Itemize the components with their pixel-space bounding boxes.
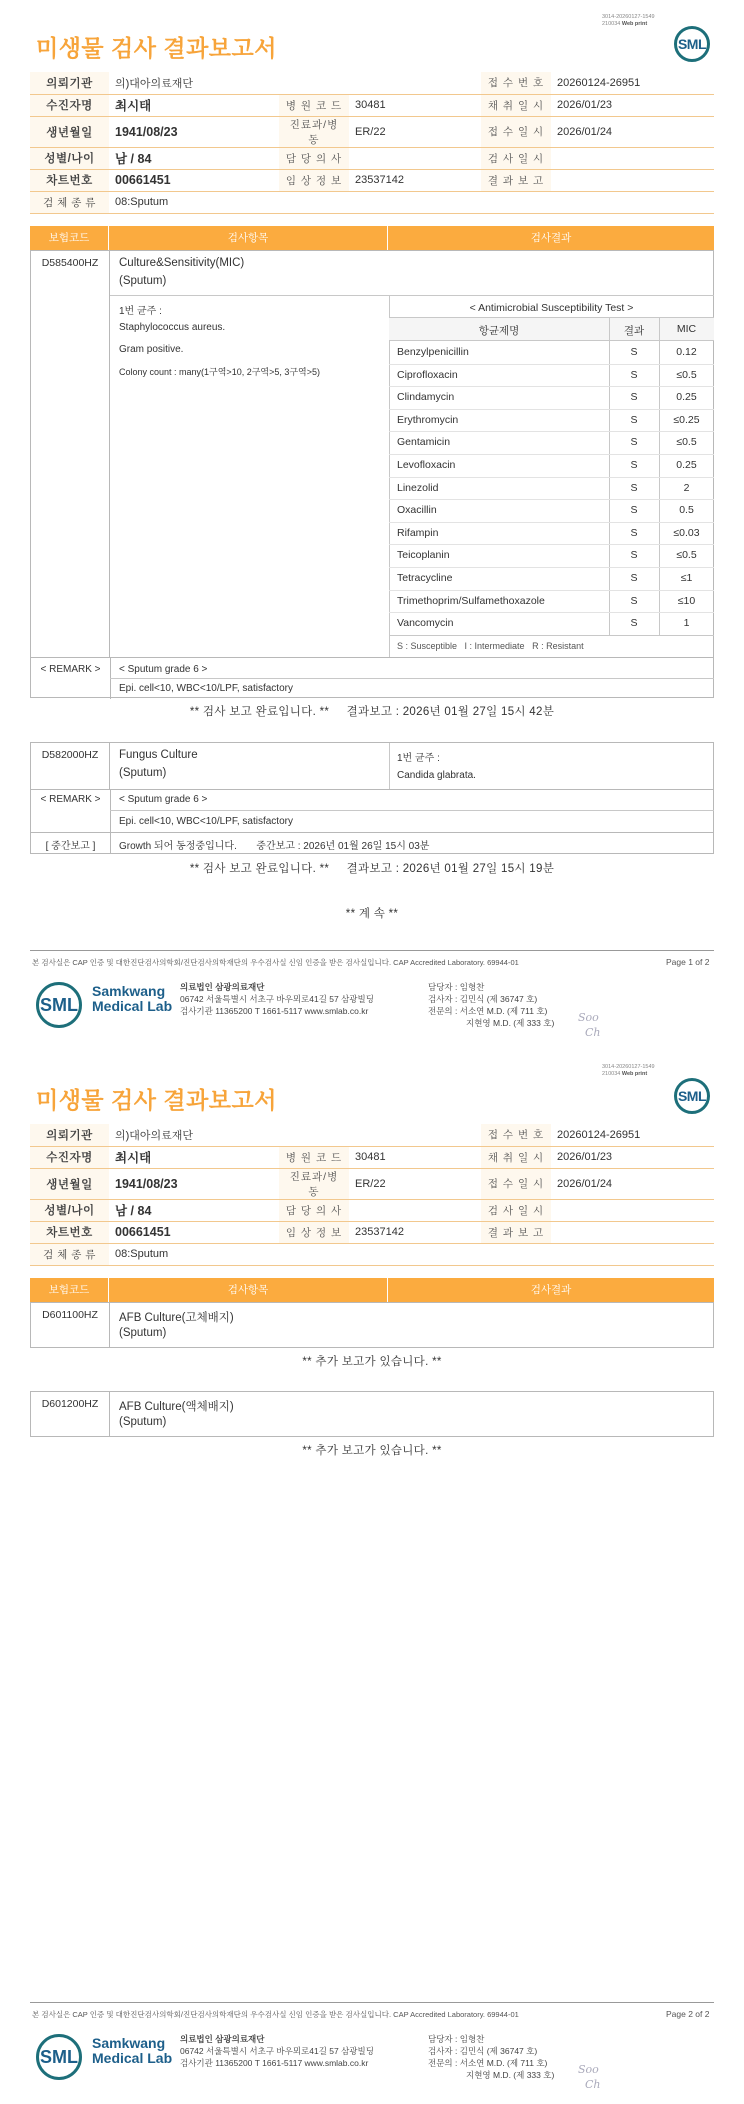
ast-result: S xyxy=(630,572,638,584)
staff-list: 담당자 : 임형찬 검사자 : 김민식 (제 36747 호) 전문의 : 서소연 M.D. (제 711 호) 지현영 M.D. (제 333 호) xyxy=(428,982,555,1028)
remark-label: < REMARK > xyxy=(40,794,101,805)
accreditation-notice: 본 검사실은 CAP 인증 및 대한진단검사의학회/진단검사의학재단의 우수검사실 신임 인증을 받은 검사실입니다. CAP Accredited Laboratory. 69944-01 xyxy=(32,2010,519,2019)
signature: Ch xyxy=(585,1026,601,1039)
test-code: D585400HZ xyxy=(31,251,110,657)
info-label: 진료과/병동 xyxy=(279,116,349,147)
test-code: D582000HZ xyxy=(31,743,110,789)
info-value xyxy=(551,169,714,191)
antibiotic-name: Gentamicin xyxy=(397,436,451,449)
ast-row xyxy=(389,454,714,476)
info-label: 수진자명 xyxy=(30,1146,109,1168)
info-value: 남 / 84 xyxy=(109,147,279,169)
info-value: ER/22 xyxy=(349,116,481,147)
ast-row xyxy=(389,522,714,544)
info-value: 00661451 xyxy=(109,1221,279,1243)
report-complete: ** 검사 보고 완료입니다. ** 결과보고 : 2026년 01월 27일 15시 42분 xyxy=(189,706,555,718)
staff-list: 담당자 : 임형찬 검사자 : 김민식 (제 36747 호) 전문의 : 서소연 M.D. (제 711 호) 지현영 M.D. (제 333 호) xyxy=(428,2034,555,2080)
test-name: AFB Culture(액체배지) xyxy=(119,1401,234,1413)
info-value: 30481 xyxy=(349,1146,481,1168)
info-label: 수진자명 xyxy=(30,94,109,116)
info-label: 담 당 의 사 xyxy=(279,1199,349,1221)
info-label: 접 수 일 시 xyxy=(481,1168,551,1199)
info-value xyxy=(551,1221,714,1243)
info-value xyxy=(349,1199,481,1221)
antibiotic-name: Linezolid xyxy=(397,481,439,494)
info-value: 1941/08/23 xyxy=(109,116,279,147)
test-specimen: (Sputum) xyxy=(119,1416,167,1428)
ast-row xyxy=(389,409,714,431)
organism-name: Candida glabrata. xyxy=(397,770,476,781)
mic-value: ≤1 xyxy=(680,572,693,584)
info-label: 검 체 종 류 xyxy=(30,191,109,213)
info-value: 최시태 xyxy=(109,94,279,116)
info-label: 결 과 보 고 xyxy=(481,1221,551,1243)
test-specimen: (Sputum) xyxy=(119,275,167,287)
info-label: 접 수 일 시 xyxy=(481,116,551,147)
info-label: 병 원 코 드 xyxy=(279,1146,349,1168)
remark-label: < REMARK > xyxy=(40,664,101,675)
antibiotic-name: Teicoplanin xyxy=(397,549,450,562)
organism-label: 1번 균주 : xyxy=(397,753,440,764)
info-label: 성별/나이 xyxy=(30,147,109,169)
test-code: D601100HZ xyxy=(31,1303,110,1347)
remark-grade: < Sputum grade 6 > xyxy=(119,794,208,805)
info-value: ER/22 xyxy=(349,1168,481,1199)
report-complete: ** 검사 보고 완료입니다. ** 결과보고 : 2026년 01월 27일 15시 19분 xyxy=(189,863,555,875)
ast-result: S xyxy=(630,594,638,607)
test-specimen: (Sputum) xyxy=(119,767,167,779)
info-label: 접 수 번 호 xyxy=(481,1124,551,1146)
results-header: 보험코드 검사항목 검사결과 xyxy=(30,1278,714,1302)
patient-info-table xyxy=(30,1124,714,1266)
info-value: 2026/01/23 xyxy=(551,1146,714,1168)
info-value: 08:Sputum xyxy=(109,1243,714,1265)
info-label: 생년월일 xyxy=(30,1168,109,1199)
info-label: 채 취 일 시 xyxy=(481,1146,551,1168)
antibiotic-name: Clindamycin xyxy=(397,391,455,404)
test-code: D601200HZ xyxy=(31,1392,110,1436)
info-label: 임 상 정 보 xyxy=(279,169,349,191)
test-block-afb-liquid xyxy=(30,1391,714,1437)
info-label: 차트번호 xyxy=(30,169,109,191)
info-label: 접 수 번 호 xyxy=(481,72,551,94)
mic-value: 0.25 xyxy=(676,391,697,404)
info-value: 20260124-26951 xyxy=(551,72,714,94)
test-block-culture xyxy=(30,250,714,698)
colony-count: Colony count : many(1구역>10, 2구역>5, 3구역>5) xyxy=(119,367,321,377)
info-label: 담 당 의 사 xyxy=(279,147,349,169)
remark-detail: Epi. cell<10, WBC<10/LPF, satisfactory xyxy=(119,683,293,694)
antibiotic-name: Vancomycin xyxy=(397,617,454,630)
ast-result: S xyxy=(630,368,638,381)
info-value: 1941/08/23 xyxy=(109,1168,279,1199)
sml-logo: SML xyxy=(674,1078,710,1114)
test-name: AFB Culture(고체배지) xyxy=(119,1312,234,1324)
ast-row xyxy=(389,612,714,634)
test-specimen: (Sputum) xyxy=(119,1327,167,1339)
org-info: 의료법인 삼광의료재단 06742 서울특별시 서초구 바우뫼로41길 57 삼광빌딩 검사기관 11365200 T 1661-5117 www.smlab.co.kr xyxy=(180,2034,374,2068)
ast-result: S xyxy=(630,459,638,471)
ast-row xyxy=(389,477,714,499)
report-title: 미생물 검사 결과보고서 xyxy=(36,1087,277,1113)
antibiotic-name: Tetracycline xyxy=(397,572,453,584)
results-header: 보험코드 검사항목 검사결과 xyxy=(30,226,714,250)
info-value xyxy=(551,1199,714,1221)
info-value: 00661451 xyxy=(109,169,279,191)
sml-footer-logo: SML xyxy=(36,982,82,1028)
ast-title: < Antimicrobial Susceptibility Test > xyxy=(469,302,634,314)
susceptibility-legend: S : Susceptible I : Intermediate R : Resistant xyxy=(397,641,584,651)
mic-value: 0.25 xyxy=(676,459,697,471)
antibiotic-name: Erythromycin xyxy=(397,413,459,426)
antibiotic-name: Oxacillin xyxy=(397,504,437,517)
gram-stain: Gram positive. xyxy=(119,344,184,355)
info-value xyxy=(551,147,714,169)
info-value xyxy=(349,147,481,169)
patient-info-table xyxy=(30,72,714,214)
remark-grade: < Sputum grade 6 > xyxy=(119,664,208,675)
antibiotic-name: Ciprofloxacin xyxy=(397,368,458,381)
ast-result: S xyxy=(630,413,638,426)
ast-row xyxy=(389,386,714,408)
mic-value: ≤0.5 xyxy=(676,549,697,562)
info-label: 의뢰기관 xyxy=(30,72,109,94)
info-value: 최시태 xyxy=(109,1146,279,1168)
mic-value: ≤10 xyxy=(677,594,696,607)
mic-value: 1 xyxy=(683,617,690,630)
ast-row xyxy=(389,499,714,521)
info-label: 병 원 코 드 xyxy=(279,94,349,116)
report-page-2 xyxy=(0,1052,744,2104)
organism-label: 1번 균주 : xyxy=(119,306,162,317)
continued-note: ** 계 속 ** xyxy=(345,908,399,920)
report-title: 미생물 검사 결과보고서 xyxy=(36,35,277,61)
info-label: 차트번호 xyxy=(30,1221,109,1243)
ast-result: S xyxy=(630,391,638,404)
info-value: 30481 xyxy=(349,94,481,116)
org-info: 의료법인 삼광의료재단 06742 서울특별시 서초구 바우뫼로41길 57 삼광빌딩 검사기관 11365200 T 1661-5117 www.smlab.co.kr xyxy=(180,982,374,1016)
info-value: 2026/01/24 xyxy=(551,1168,714,1199)
antibiotic-name: Rifampin xyxy=(397,526,439,539)
info-label: 의뢰기관 xyxy=(30,1124,109,1146)
info-value: 23537142 xyxy=(349,1221,481,1243)
info-value: 20260124-26951 xyxy=(551,1124,714,1146)
sml-logo: SML xyxy=(674,26,710,62)
mic-value: 2 xyxy=(683,481,690,494)
info-label: 검 체 종 류 xyxy=(30,1243,109,1265)
ast-row xyxy=(389,567,714,589)
info-label: 결 과 보 고 xyxy=(481,169,551,191)
info-value: 의)대아의료재단 xyxy=(109,72,481,94)
info-value: 23537142 xyxy=(349,169,481,191)
ast-row xyxy=(389,364,714,386)
mic-value: 0.12 xyxy=(676,346,697,358)
ast-row xyxy=(389,431,714,453)
info-value: 의)대아의료재단 xyxy=(109,1124,481,1146)
interim-label: [ 중간보고 ] xyxy=(45,841,96,852)
accreditation-notice: 본 검사실은 CAP 인증 및 대한진단검사의학회/진단검사의학재단의 우수검사실 신임 인증을 받은 검사실입니다. CAP Accredited Laboratory. 69944-01 xyxy=(32,958,519,967)
info-value: 2026/01/24 xyxy=(551,116,714,147)
sml-footer-logo: SML xyxy=(36,2034,82,2080)
interim-report: Growth 되어 동정중입니다. 중간보고 : 2026년 01월 26일 15시 03분 xyxy=(119,841,430,852)
info-label: 채 취 일 시 xyxy=(481,94,551,116)
info-value: 2026/01/23 xyxy=(551,94,714,116)
print-meta: 3014-20260127-1549 210034 Web print xyxy=(602,1064,655,1077)
signature: Soo xyxy=(578,1011,599,1024)
mic-value: ≤0.5 xyxy=(676,436,697,449)
additional-report-note: ** 추가 보고가 있습니다. ** xyxy=(302,1356,442,1368)
additional-report-note: ** 추가 보고가 있습니다. ** xyxy=(302,1445,442,1457)
mic-value: ≤0.03 xyxy=(673,526,700,539)
info-value: 08:Sputum xyxy=(109,191,714,213)
remark-detail: Epi. cell<10, WBC<10/LPF, satisfactory xyxy=(119,816,293,827)
info-label: 생년월일 xyxy=(30,116,109,147)
ast-result: S xyxy=(630,346,638,358)
ast-result: S xyxy=(630,549,638,562)
ast-row xyxy=(389,544,714,566)
test-block-fungus xyxy=(30,742,714,854)
info-value: 남 / 84 xyxy=(109,1199,279,1221)
info-label: 검 사 일 시 xyxy=(481,147,551,169)
page-number: Page 2 of 2 xyxy=(666,2009,710,2019)
ast-result: S xyxy=(630,526,638,539)
signature: Soo xyxy=(578,2063,599,2076)
ast-result: S xyxy=(630,436,638,449)
info-label: 성별/나이 xyxy=(30,1199,109,1221)
brand-name: Samkwang Medical Lab xyxy=(92,983,173,1014)
ast-header-row: 항균제명 결과 MIC xyxy=(389,318,714,340)
info-label: 진료과/병동 xyxy=(279,1168,349,1199)
ast-result: S xyxy=(630,617,638,630)
ast-result: S xyxy=(630,481,638,494)
antibiotic-name: Benzylpenicillin xyxy=(397,346,469,358)
organism-name: Staphylococcus aureus. xyxy=(119,322,226,333)
mic-value: ≤0.25 xyxy=(673,413,700,426)
antibiotic-name: Levofloxacin xyxy=(397,459,456,471)
print-meta: 3014-20260127-1549 210034 Web print xyxy=(602,14,655,27)
test-name: Culture&Sensitivity(MIC) xyxy=(119,257,245,269)
ast-result: S xyxy=(630,504,638,517)
info-label: 임 상 정 보 xyxy=(279,1221,349,1243)
mic-value: ≤0.5 xyxy=(676,368,697,381)
signature: Ch xyxy=(585,2078,601,2091)
info-label: 검 사 일 시 xyxy=(481,1199,551,1221)
ast-row xyxy=(389,341,714,363)
test-name: Fungus Culture xyxy=(119,749,198,761)
mic-value: 0.5 xyxy=(679,504,694,517)
ast-row xyxy=(389,590,714,612)
page-number: Page 1 of 2 xyxy=(666,957,710,967)
test-block-afb-solid xyxy=(30,1302,714,1348)
brand-name: Samkwang Medical Lab xyxy=(92,2035,173,2066)
antibiotic-name: Trimethoprim/Sulfamethoxazole xyxy=(397,594,545,607)
